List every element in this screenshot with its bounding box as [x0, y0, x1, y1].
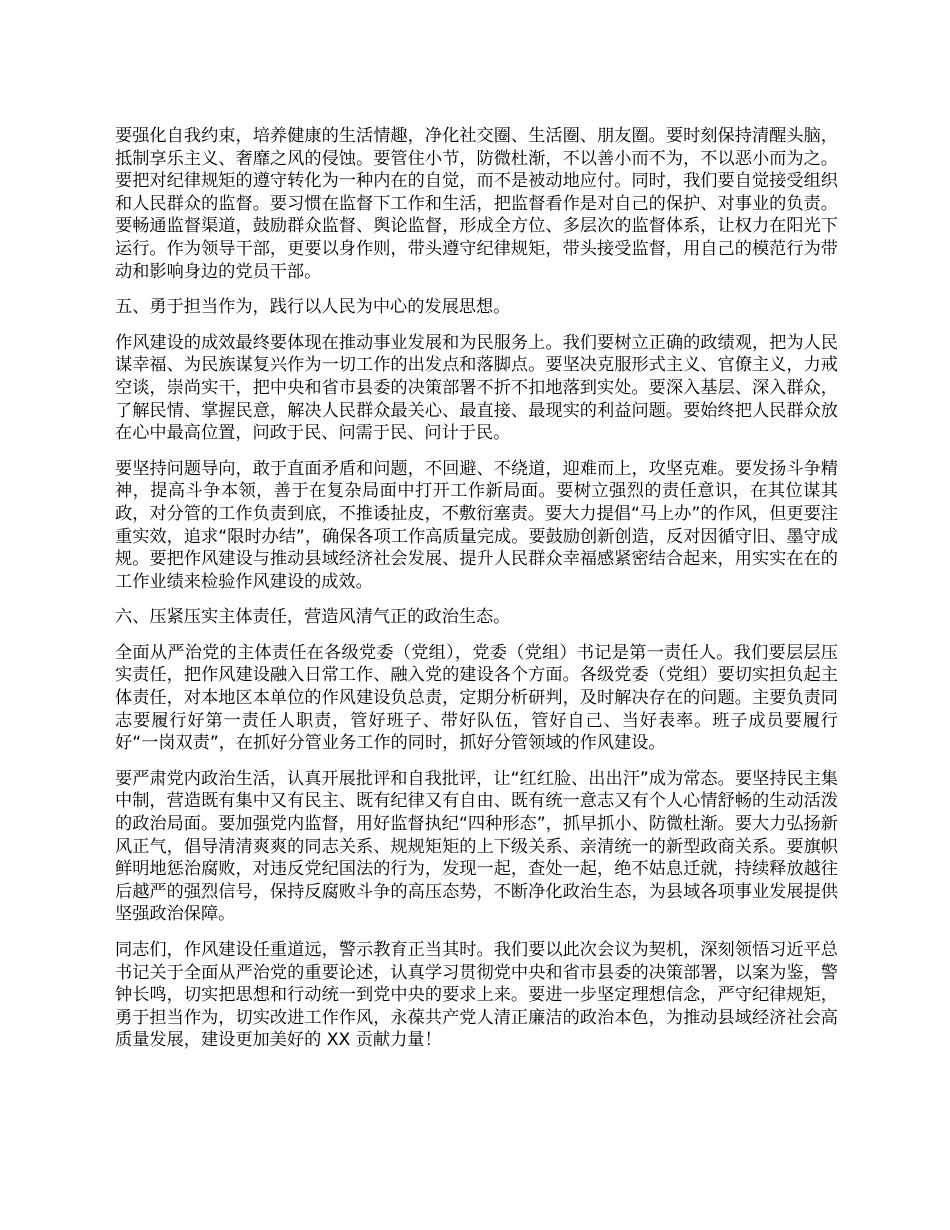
paragraph-self-discipline: 要强化自我约束，培养健康的生活情趣，净化社交圈、生活圈、朋友圈。要时刻保持清醒头脑，抵制享乐主义、奢靡之风的侵蚀。要管住小节，防微杜渐，不以善小而不为，不以恶小而为之。要把对纪律规矩的遵守转化为一种内在的自觉，而不是被动地应付。同时，我们要自觉接受组织和人民群众的监督。要习惯在监督下工作和生活，把监督看作是对自己的保护、对事业的负责。要畅通监督渠道，鼓励群众监督、舆论监督，形成全方位、多层次的监督体系，让权力在阳光下运行。作为领导干部，更要以身作则，带头遵守纪律规矩，带头接受监督，用自己的模范行为带动和影响身边的党员干部。: [115, 126, 838, 282]
paragraph-problem-orientation: 要坚持问题导向，敢于直面矛盾和问题，不回避、不绕道，迎难而上，攻坚克难。要发扬斗争精神，提高斗争本领，善于在复杂局面中打开工作新局面。要树立强烈的责任意识，在其位谋其政，对分管的工作负责到底，不推诿扯皮，不敷衍塞责。要大力提倡“马上办”的作风，但更要注重实效，追求“限时办结”，确保各项工作高质量完成。要鼓励创新创造，反对因循守旧、墨守成规。要把作风建设与推动县域经济社会发展、提升人民群众幸福感紧密结合起来，用实实在在的工作业绩来检验作风建设的成效。: [115, 458, 838, 592]
section-heading-6: 六、压紧压实主体责任，营造风清气正的政治生态。: [115, 607, 511, 628]
section-heading-5: 五、勇于担当作为，践行以人民为中心的发展思想。: [115, 297, 511, 318]
document-body: [115, 125, 838, 1065]
paragraph-closing: 同志们，作风建设任重道远，警示教育正当其时。我们要以此次会议为契机，深刻领悟习近平总书记关于全面从严治党的重要论述，认真学习贯彻党中央和省市县委的决策部署，以案为鉴，警钟长鸣，切实把思想和行动统一到党中央的要求上来。要进一步坚定理想信念，严守纪律规矩，勇于担当作为，切实改进工作作风，永葆共产党人清正廉洁的政治本色，为推动县域经济社会高质量发展，建设更加美好的 XX 贡献力量！: [115, 940, 838, 1051]
paragraph-main-responsibility: 全面从严治党的主体责任在各级党委（党组），党委（党组）书记是第一责任人。我们要层层压实责任，把作风建设融入日常工作、融入党的建设各个方面。各级党委（党组）要切实担负起主体责任，对本地区本单位的作风建设负总责，定期分析研判，及时解决存在的问题。主要负责同志要履行好第一责任人职责，管好班子、带好队伍，管好自己、当好表率。班子成员要履行好“一岗双责”，在抓好分管业务工作的同时，抓好分管领域的作风建设。: [115, 642, 838, 754]
paragraph-party-political-life: 要严肃党内政治生活，认真开展批评和自我批评，让“红红脸、出出汗”成为常态。要坚持民主集中制，营造既有集中又有民主、既有纪律又有自由、既有统一意志又有个人心情舒畅的生动活泼的政治局面。要加强党内监督，用好监督执纪“四种形态”，抓早抓小、防微杜渐。要大力弘扬新风正气，倡导清清爽爽的同志关系、规规矩矩的上下级关系、亲清统一的新型政商关系。要旗帜鲜明地惩治腐败，对违反党纪国法的行为，发现一起，查处一起，绝不姑息迁就，持续释放越往后越严的强烈信号，保持反腐败斗争的高压态势，不断净化政治生态，为县域各项事业发展提供坚强政治保障。: [115, 768, 838, 925]
paragraph-work-style-results: 作风建设的成效最终要体现在推动事业发展和为民服务上。我们要树立正确的政绩观，把为人民谋幸福、为民族谋复兴作为一切工作的出发点和落脚点。要坚决克服形式主义、官僚主义，力戒空谈，崇尚实干，把中央和省市县委的决策部署不折不扣地落到实处。要深入基层、深入群众，了解民情、掌握民意，解决人民群众最关心、最直接、最现实的利益问题。要始终把人民群众放在心中最高位置，问政于民、问需于民、问计于民。: [115, 332, 838, 444]
